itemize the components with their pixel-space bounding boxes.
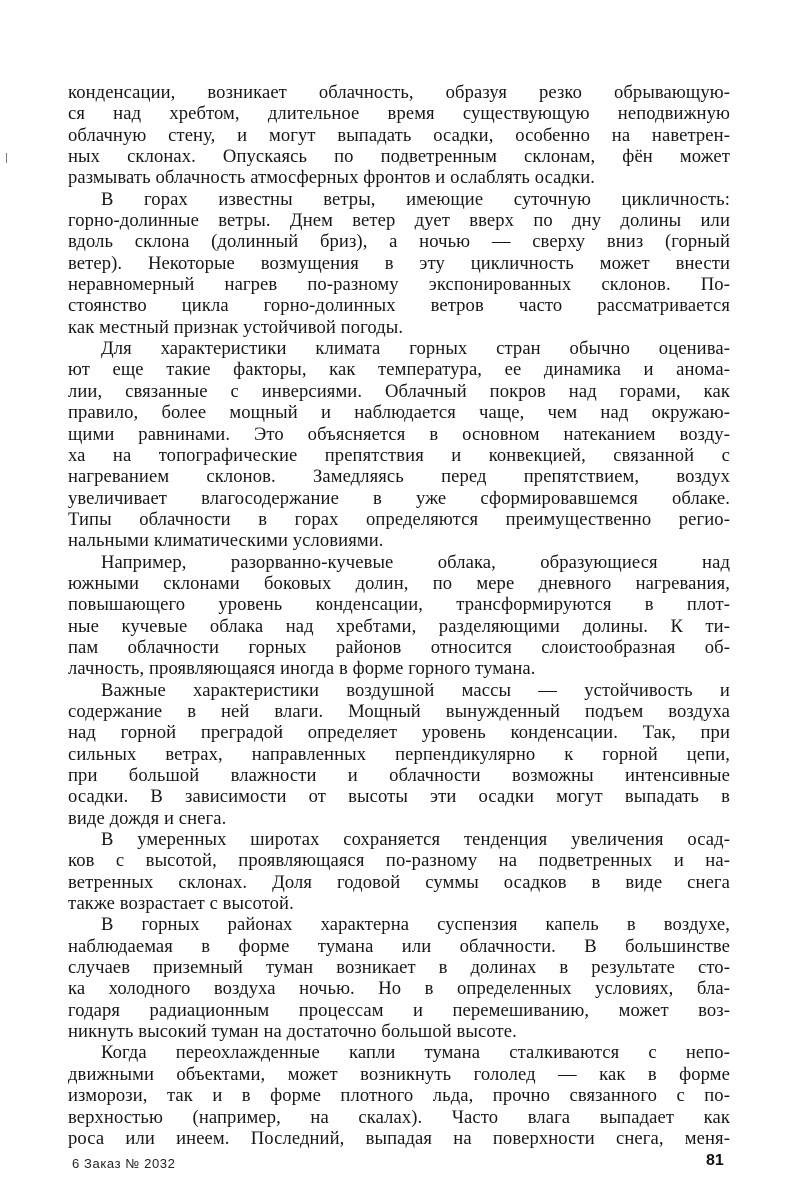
- text-line: нальными климатическими условиями.: [68, 530, 384, 552]
- text-line: движными объектами, может возникнуть гололед — как в форме: [68, 1063, 730, 1085]
- text-line: содержание в ней влаги. Мощный вынужденный подъем воздуха: [68, 700, 730, 722]
- text-line: размывать облачность атмосферных фронтов и ослаблять осадки.: [68, 167, 595, 189]
- text-line: роса или инеем. Последний, выпадая на поверхности снега, меня-: [68, 1127, 730, 1149]
- text-line: случаев приземный туман возникает в долинах в результате сто-: [68, 957, 730, 979]
- paragraph: [68, 914, 730, 1042]
- text-line: ся над хребтом, длительное время существующую неподвижную: [68, 103, 730, 125]
- text-line: Когда переохлажденные капли тумана сталкиваются с непо-: [101, 1042, 730, 1064]
- paragraph: [68, 338, 730, 551]
- text-line: над горной преградой определяет уровень конденсации. Так, при: [68, 722, 730, 744]
- paragraph: [68, 1042, 730, 1149]
- text-line: сильных ветрах, направленных перпендикулярно к горной цепи,: [68, 743, 730, 765]
- text-line: лии, связанные с инверсиями. Облачный покров над горами, как: [68, 380, 730, 402]
- text-line: нагреванием склонов. Замедляясь перед препятствием, воздух: [68, 466, 730, 488]
- text-line: горно-долинные ветры. Днем ветер дует вверх по дну долины или: [68, 210, 730, 232]
- text-line: верхностью (например, на скалах). Часто влага выпадает как: [68, 1106, 730, 1128]
- text-line: щими равнинами. Это объясняется в основном натеканием возду-: [68, 423, 730, 445]
- text-line: конденсации, возникает облачность, образуя резко обрывающую-: [68, 82, 730, 103]
- text-line: наблюдаемая в форме тумана или облачности. В большинстве: [68, 935, 730, 957]
- text-line: В горах известны ветры, имеющие суточную цикличность:: [101, 188, 730, 210]
- text-line: ют еще такие факторы, как температура, ее динамика и анома-: [68, 359, 730, 381]
- text-line: лачность, проявляющаяся иногда в форме горного тумана.: [68, 658, 536, 680]
- text-line: вдоль склона (долинный бриз), а ночью — сверху вниз (горный: [68, 231, 730, 253]
- text-line: увеличивает влагосодержание в уже сформировавшемся облаке.: [68, 487, 730, 509]
- printer-signature: 6 Заказ № 2032: [72, 1156, 176, 1171]
- text-line: годаря радиационным процессам и перемешиванию, может воз-: [68, 999, 730, 1021]
- text-line: осадки. В зависимости от высоты эти осадки могут выпадать в: [68, 786, 730, 808]
- text-line: ветер). Некоторые возмущения в эту цикличность может внести: [68, 252, 730, 274]
- text-line: также возрастает с высотой.: [68, 893, 294, 915]
- text-line: облачную стену, и могут выпадать осадки, особенно на наветрен-: [68, 124, 730, 146]
- paragraph: [68, 189, 730, 338]
- text-line: Для характеристики климата горных стран обычно оценива-: [101, 338, 730, 360]
- page-number: 81: [706, 1152, 724, 1169]
- text-line: Например, разорванно-кучевые облака, образующиеся над: [101, 551, 730, 573]
- paragraph: [68, 829, 730, 914]
- text-line: виде дождя и снега.: [68, 807, 227, 829]
- text-line: пам облачности горных районов относится слоистообразная об-: [68, 636, 730, 658]
- text-line: Важные характеристики воздушной массы — устойчивость и: [101, 679, 730, 701]
- text-line: изморози, так и в форме плотного льда, прочно связанного с по-: [68, 1085, 730, 1107]
- text-line: ков с высотой, проявляющаяся по-разному на подветренных и на-: [68, 850, 730, 872]
- text-line: при большой влажности и облачности возможны интенсивные: [68, 765, 730, 786]
- text-line: ветренных склонах. Доля годовой суммы осадков в виде снега: [68, 871, 730, 893]
- text-line: стоянство цикла горно-долинных ветров часто рассматривается: [68, 295, 730, 317]
- text-line: никнуть высокий туман на достаточно большой высоте.: [68, 1021, 517, 1043]
- paragraph: [68, 552, 730, 680]
- text-line: ха на топографические препятствия и конвекцией, связанной с: [68, 444, 730, 466]
- paragraph: [68, 680, 730, 829]
- text-line: ка холодного воздуха ночью. Но в определенных условиях, бла-: [68, 978, 730, 1000]
- margin-mark: [6, 153, 7, 163]
- text-line: В горных районах характерна суспензия капель в воздухе,: [101, 914, 730, 936]
- text-line: ных склонах. Опускаясь по подветренным склонам, фён может: [68, 146, 730, 168]
- text-line: южными склонами боковых долин, по мере дневного нагревания,: [68, 572, 730, 594]
- text-line: Типы облачности в горах определяются преимущественно регио-: [68, 508, 730, 530]
- text-line: правило, более мощный и наблюдается чаще, чем над окружаю-: [68, 402, 730, 424]
- text-line: В умеренных широтах сохраняется тенденция увеличения осад-: [101, 829, 730, 851]
- paragraph: [68, 82, 730, 189]
- text-line: неравномерный нагрев по-разному экспонированных склонов. По-: [68, 274, 730, 296]
- body-text: [68, 82, 730, 1149]
- text-line: повышающего уровень конденсации, трансформируются в плот-: [68, 594, 730, 616]
- text-line: ные кучевые облака над хребтами, разделяющими долины. К ти-: [68, 615, 730, 637]
- text-line: как местный признак устойчивой погоды.: [68, 316, 404, 338]
